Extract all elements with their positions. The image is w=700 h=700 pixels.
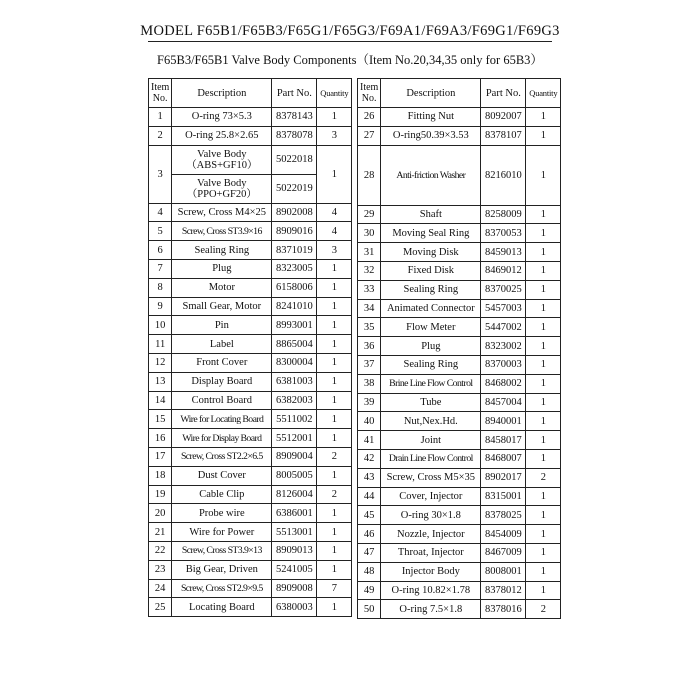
quantity-cell: 1 [526, 318, 561, 337]
part-no-cell: 8378107 [481, 126, 526, 145]
description-cell: Screw, Cross M4×25 [172, 203, 272, 222]
item-no-cell: 50 [358, 600, 381, 619]
quantity-cell: 2 [317, 485, 352, 504]
quantity-cell: 1 [526, 261, 561, 280]
item-no-cell: 10 [149, 316, 172, 335]
description-cell: Nut,Nex.Hd. [381, 412, 481, 431]
item-no-cell: 46 [358, 525, 381, 544]
item-no-cell: 30 [358, 224, 381, 243]
item-no-cell: 43 [358, 468, 381, 487]
table-row [149, 335, 352, 354]
description-cell: Moving Disk [381, 243, 481, 262]
table-row [149, 466, 352, 485]
table-row [149, 429, 352, 448]
part-no-cell: 8909008 [272, 579, 317, 598]
part-no-cell: 8378012 [481, 581, 526, 600]
table-row [358, 581, 561, 600]
part-no-cell: 8315001 [481, 487, 526, 506]
item-no-cell: 14 [149, 391, 172, 410]
part-no-cell: 8865004 [272, 335, 317, 354]
item-no-cell: 32 [358, 261, 381, 280]
part-no-cell: 5511002 [272, 410, 317, 429]
description-cell: Dust Cover [172, 466, 272, 485]
description-cell: Plug [172, 259, 272, 278]
item-no-cell: 45 [358, 506, 381, 525]
description-cell: Fixed Disk [381, 261, 481, 280]
table-row [358, 337, 561, 356]
table-row [149, 203, 352, 222]
description-cell: Shaft [381, 205, 481, 224]
quantity-cell: 1 [526, 355, 561, 374]
part-no-cell: 8457004 [481, 393, 526, 412]
item-no-cell: 44 [358, 487, 381, 506]
part-no-cell: 8300004 [272, 353, 317, 372]
item-no-cell: 38 [358, 374, 381, 393]
table-row [358, 374, 561, 393]
table-row [149, 372, 352, 391]
title-underline [148, 41, 552, 42]
description-line: Valve Body [197, 148, 247, 160]
quantity-cell: 1 [317, 335, 352, 354]
part-no-cell: 8323005 [272, 259, 317, 278]
part-no-cell: 8378143 [272, 108, 317, 127]
header-item-no [358, 79, 381, 108]
quantity-cell: 1 [526, 525, 561, 544]
quantity-cell: 1 [526, 506, 561, 525]
item-no-cell: 23 [149, 560, 172, 579]
quantity-cell: 1 [317, 353, 352, 372]
quantity-cell: 1 [526, 431, 561, 450]
table-row [149, 108, 352, 127]
quantity-cell: 7 [317, 579, 352, 598]
item-no-cell: 34 [358, 299, 381, 318]
header-quantity: Quantity [526, 79, 561, 108]
header-item-line2: No. [152, 93, 168, 104]
description-cell: Plug [381, 337, 481, 356]
item-no-cell: 7 [149, 259, 172, 278]
quantity-cell: 3 [317, 241, 352, 260]
table-row [358, 261, 561, 280]
quantity-cell: 1 [526, 374, 561, 393]
item-no-cell: 4 [149, 203, 172, 222]
description-cell: Fitting Nut [381, 108, 481, 127]
part-no-cell: 6158006 [272, 278, 317, 297]
table-row [149, 598, 352, 617]
part-no-cell: 8468002 [481, 374, 526, 393]
table-row [358, 525, 561, 544]
part-no-cell: 8370025 [481, 280, 526, 299]
table-row [358, 224, 561, 243]
quantity-cell: 1 [526, 449, 561, 468]
item-no-cell: 13 [149, 372, 172, 391]
description-cell: Screw, Cross ST3.9×13 [172, 541, 272, 560]
part-no-cell: 8909004 [272, 447, 317, 466]
item-no-cell: 41 [358, 431, 381, 450]
item-no-cell: 20 [149, 504, 172, 523]
part-no-cell: 8909016 [272, 222, 317, 241]
description-cell: Wire for Display Board [172, 429, 272, 448]
part-no-cell: 8241010 [272, 297, 317, 316]
quantity-cell: 1 [526, 581, 561, 600]
table-row [149, 126, 352, 145]
table-row [149, 259, 352, 278]
quantity-cell: 1 [526, 205, 561, 224]
table-row [149, 523, 352, 542]
quantity-cell: 1 [317, 259, 352, 278]
item-no-cell: 28 [358, 145, 381, 205]
quantity-cell: 4 [317, 203, 352, 222]
quantity-cell: 1 [526, 412, 561, 431]
table-row [358, 280, 561, 299]
description-cell: Wire for Power [172, 523, 272, 542]
description-cell: Pin [172, 316, 272, 335]
description-cell: O-ring 25.8×2.65 [172, 126, 272, 145]
description-cell: Cable Clip [172, 485, 272, 504]
quantity-cell: 1 [526, 108, 561, 127]
description-cell: Wire for Locating Board [172, 410, 272, 429]
item-no-cell: 5 [149, 222, 172, 241]
description-cell [172, 174, 272, 203]
table-row [358, 318, 561, 337]
part-no-cell: 8258009 [481, 205, 526, 224]
header-description: Description [172, 79, 272, 108]
table-row [149, 222, 352, 241]
item-no-cell: 1 [149, 108, 172, 127]
description-cell: Motor [172, 278, 272, 297]
part-no-cell: 8005005 [272, 466, 317, 485]
table-row [358, 299, 561, 318]
header-item-line1: Item [151, 82, 170, 93]
table-row [358, 412, 561, 431]
part-no-cell: 6381003 [272, 372, 317, 391]
description-cell: O-ring 30×1.8 [381, 506, 481, 525]
item-no-cell: 6 [149, 241, 172, 260]
item-no-cell: 18 [149, 466, 172, 485]
quantity-cell: 1 [526, 487, 561, 506]
part-no-cell: 6380003 [272, 598, 317, 617]
quantity-cell: 1 [317, 410, 352, 429]
quantity-cell: 1 [526, 393, 561, 412]
table-header-row [149, 79, 352, 108]
table-row [358, 205, 561, 224]
description-cell: O-ring 10.82×1.78 [381, 581, 481, 600]
part-no-cell: 8378016 [481, 600, 526, 619]
quantity-cell: 1 [317, 523, 352, 542]
quantity-cell: 1 [526, 280, 561, 299]
table-row [149, 579, 352, 598]
part-no-cell: 5457003 [481, 299, 526, 318]
part-no-cell: 5022019 [272, 174, 317, 203]
table-row [358, 431, 561, 450]
header-part-no: Part No. [481, 79, 526, 108]
quantity-cell: 1 [317, 541, 352, 560]
quantity-cell: 1 [317, 466, 352, 485]
quantity-cell: 1 [317, 278, 352, 297]
parts-table-left-body [149, 108, 352, 617]
part-no-cell: 8902008 [272, 203, 317, 222]
table-row [149, 447, 352, 466]
part-no-cell: 8940001 [481, 412, 526, 431]
quantity-cell: 1 [317, 108, 352, 127]
item-no-cell: 24 [149, 579, 172, 598]
description-cell: Animated Connector [381, 299, 481, 318]
description-cell: Sealing Ring [172, 241, 272, 260]
description-cell: Sealing Ring [381, 280, 481, 299]
table-row [358, 145, 561, 205]
quantity-cell: 2 [526, 468, 561, 487]
part-no-cell: 8454009 [481, 525, 526, 544]
quantity-cell: 1 [526, 562, 561, 581]
item-no-cell: 2 [149, 126, 172, 145]
table-row [358, 108, 561, 127]
description-cell: Injector Body [381, 562, 481, 581]
description-cell: Anti-friction Washer [381, 145, 481, 205]
quantity-cell: 1 [317, 504, 352, 523]
quantity-cell: 3 [317, 126, 352, 145]
quantity-cell: 1 [317, 297, 352, 316]
part-no-cell: 8092007 [481, 108, 526, 127]
item-no-cell: 12 [149, 353, 172, 372]
quantity-cell: 4 [317, 222, 352, 241]
quantity-cell: 1 [526, 224, 561, 243]
item-no-cell: 3 [149, 145, 172, 203]
description-cell: Joint [381, 431, 481, 450]
quantity-cell: 1 [317, 598, 352, 617]
item-no-cell: 33 [358, 280, 381, 299]
description-line: （ABS+GF10） [186, 159, 258, 171]
item-no-cell: 29 [358, 205, 381, 224]
item-no-cell: 37 [358, 355, 381, 374]
quantity-cell: 1 [317, 316, 352, 335]
quantity-cell: 1 [526, 243, 561, 262]
description-cell: Big Gear, Driven [172, 560, 272, 579]
table-row [358, 393, 561, 412]
table-row [149, 278, 352, 297]
quantity-cell: 2 [526, 600, 561, 619]
description-cell: Screw, Cross M5×35 [381, 468, 481, 487]
table-row [149, 504, 352, 523]
part-no-cell: 8459013 [481, 243, 526, 262]
part-no-cell: 5513001 [272, 523, 317, 542]
item-no-cell: 21 [149, 523, 172, 542]
part-no-cell: 8370053 [481, 224, 526, 243]
table-row [358, 506, 561, 525]
quantity-cell: 1 [526, 337, 561, 356]
item-no-cell: 35 [358, 318, 381, 337]
table-row [358, 562, 561, 581]
table-row [358, 468, 561, 487]
description-cell: Screw, Cross ST2.2×6.5 [172, 447, 272, 466]
table-row [149, 297, 352, 316]
description-cell [172, 145, 272, 174]
item-no-cell: 49 [358, 581, 381, 600]
description-cell: Screw, Cross ST3.9×16 [172, 222, 272, 241]
part-no-cell: 6382003 [272, 391, 317, 410]
table-row [358, 126, 561, 145]
quantity-cell: 1 [317, 560, 352, 579]
table-row [149, 353, 352, 372]
item-no-cell: 47 [358, 543, 381, 562]
item-no-cell: 36 [358, 337, 381, 356]
part-no-cell: 5241005 [272, 560, 317, 579]
description-cell: Display Board [172, 372, 272, 391]
item-no-cell: 16 [149, 429, 172, 448]
quantity-cell: 2 [317, 447, 352, 466]
quantity-cell: 1 [526, 299, 561, 318]
description-cell: O-ring 7.5×1.8 [381, 600, 481, 619]
item-no-cell: 48 [358, 562, 381, 581]
item-no-cell: 8 [149, 278, 172, 297]
header-quantity: Quantity [317, 79, 352, 108]
description-cell: Probe wire [172, 504, 272, 523]
description-cell: Small Gear, Motor [172, 297, 272, 316]
document-subtitle: F65B3/F65B1 Valve Body Components（Item No.20,34,35 only for 65B3） [157, 53, 543, 67]
part-no-cell: 8909013 [272, 541, 317, 560]
header-item-no [149, 79, 172, 108]
table-row [358, 243, 561, 262]
part-no-cell: 8378078 [272, 126, 317, 145]
item-no-cell: 40 [358, 412, 381, 431]
quantity-cell: 1 [526, 126, 561, 145]
part-no-cell: 8467009 [481, 543, 526, 562]
table-row [149, 410, 352, 429]
part-no-cell: 8371019 [272, 241, 317, 260]
description-cell: Tube [381, 393, 481, 412]
parts-table-right [357, 78, 561, 619]
description-cell: Control Board [172, 391, 272, 410]
item-no-cell: 39 [358, 393, 381, 412]
description-cell: Cover, Injector [381, 487, 481, 506]
description-cell: Brine Line Flow Control [381, 374, 481, 393]
part-no-cell: 8902017 [481, 468, 526, 487]
description-cell: O-ring50.39×3.53 [381, 126, 481, 145]
item-no-cell: 11 [149, 335, 172, 354]
header-part-no: Part No. [272, 79, 317, 108]
part-no-cell: 8216010 [481, 145, 526, 205]
item-no-cell: 19 [149, 485, 172, 504]
header-item-line2: No. [361, 93, 377, 104]
description-cell: Locating Board [172, 598, 272, 617]
parts-table-right-body [358, 108, 561, 619]
parts-table-left [148, 78, 352, 617]
table-row [149, 316, 352, 335]
part-no-cell: 8378025 [481, 506, 526, 525]
description-cell: Moving Seal Ring [381, 224, 481, 243]
item-no-cell: 9 [149, 297, 172, 316]
item-no-cell: 25 [149, 598, 172, 617]
quantity-cell: 1 [317, 145, 352, 203]
description-cell: Label [172, 335, 272, 354]
header-description: Description [381, 79, 481, 108]
table-row [358, 355, 561, 374]
table-row [149, 145, 352, 174]
item-no-cell: 26 [358, 108, 381, 127]
description-cell: Flow Meter [381, 318, 481, 337]
part-no-cell: 8468007 [481, 449, 526, 468]
table-row [358, 487, 561, 506]
part-no-cell: 8469012 [481, 261, 526, 280]
table-header-row [358, 79, 561, 108]
description-cell: Nozzle, Injector [381, 525, 481, 544]
description-cell: Sealing Ring [381, 355, 481, 374]
table-row [149, 485, 352, 504]
description-cell: O-ring 73×5.3 [172, 108, 272, 127]
document-title: MODEL F65B1/F65B3/F65G1/F65G3/F69A1/F69A3/F69G1/F69G3 [140, 23, 560, 39]
part-no-cell: 5022018 [272, 145, 317, 174]
item-no-cell: 22 [149, 541, 172, 560]
description-line: （PPO+GF20） [186, 188, 257, 200]
table-row [358, 600, 561, 619]
quantity-cell: 1 [526, 145, 561, 205]
quantity-cell: 1 [526, 543, 561, 562]
part-no-cell: 5447002 [481, 318, 526, 337]
table-row [149, 241, 352, 260]
quantity-cell: 1 [317, 429, 352, 448]
part-no-cell: 8126004 [272, 485, 317, 504]
description-cell: Throat, Injector [381, 543, 481, 562]
header-item-line1: Item [360, 82, 379, 93]
item-no-cell: 42 [358, 449, 381, 468]
item-no-cell: 15 [149, 410, 172, 429]
item-no-cell: 17 [149, 447, 172, 466]
item-no-cell: 27 [358, 126, 381, 145]
description-cell: Front Cover [172, 353, 272, 372]
table-row [358, 449, 561, 468]
part-no-cell: 8993001 [272, 316, 317, 335]
part-no-cell: 8370003 [481, 355, 526, 374]
description-cell: Screw, Cross ST2.9×9.5 [172, 579, 272, 598]
part-no-cell: 8458017 [481, 431, 526, 450]
item-no-cell: 31 [358, 243, 381, 262]
quantity-cell: 1 [317, 372, 352, 391]
part-no-cell: 5512001 [272, 429, 317, 448]
table-row [149, 391, 352, 410]
table-row [358, 543, 561, 562]
description-cell: Drain Line Flow Control [381, 449, 481, 468]
table-row [149, 560, 352, 579]
quantity-cell: 1 [317, 391, 352, 410]
table-row [149, 541, 352, 560]
part-no-cell: 8008001 [481, 562, 526, 581]
description-line: Valve Body [197, 177, 247, 189]
part-no-cell: 8323002 [481, 337, 526, 356]
part-no-cell: 6386001 [272, 504, 317, 523]
